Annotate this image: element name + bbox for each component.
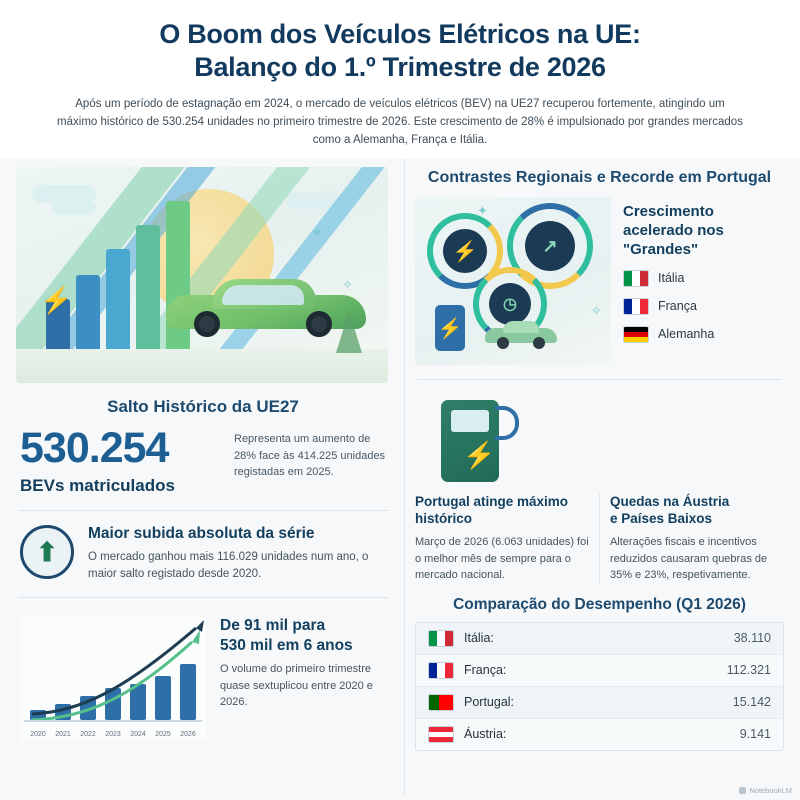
notebooklm-logo-icon [739,787,746,794]
table-row [416,623,783,655]
charger-bolt-icon: ⚡ [463,440,496,471]
ev-charger-illustration [415,394,527,490]
right-column [404,159,800,795]
table-value-portugal: 15.142 [732,695,771,710]
big-markets-legend [619,197,784,365]
credit-watermark [739,786,792,795]
absolute-rise-block [16,525,390,583]
sparkle-icon-1: ✦ [312,225,323,241]
table-value-austria: 9.141 [739,727,771,742]
small-car-illustration [485,323,557,349]
table-country-italy: Itália: [464,631,494,646]
divider-right-1 [417,379,782,380]
intro-paragraph: Após um período de estagnação em 2024, o mercado de veículos elétricos (BEV) na UE27 recuperou fortemente, atingindo um máximo histórico de 530.254 unidades no primeiro trimestre de 2026. Este crescimento de 28% é impulsionado por grandes mercados como a Alemanha, França e Itália. [57,97,743,146]
flag-italy-icon [428,630,454,647]
left-section-heading: Salto Histórico da UE27 [107,397,299,417]
comparison-table [415,622,784,751]
small-car-wheel-front [497,337,509,349]
comparison-table-heading: Comparação do Desempenho (Q1 2026) [453,595,746,613]
growth-tick-2023: 2023 [105,731,121,739]
headline-stat-note: Representa um aumento de 28% face às 414.225 unidades registadas em 2025. [234,433,386,479]
dial-center-2: ↗ [525,221,575,271]
flag-italy-icon [623,270,649,287]
dial-center-1: ⚡ [443,229,487,273]
flag-austria-icon [428,726,454,743]
charger-cable [495,406,519,440]
declines-text: Alterações fiscais e incentivos reduzidos causaram quebras de 35% e 23%, respetivamente. [609,536,768,582]
growth-tick-2025: 2025 [155,731,171,739]
table-country-france: França: [464,663,507,678]
growth-tick-2024: 2024 [130,731,146,739]
headline-stat-main [20,424,220,496]
sparkle-icon-2: ✧ [342,277,353,293]
headline-stat-number: 530.254 [20,424,169,473]
growth-title-line2: 530 mil em 6 anos [220,636,353,654]
flag-portugal-icon [428,694,454,711]
cloud-shape-2 [52,201,96,215]
absolute-rise-note: O mercado ganhou mais 116.029 unidades num ano, o maior salto registado desde 2020. [88,550,369,581]
table-row [416,687,783,719]
flag-france-icon [428,662,454,679]
growth-tick-2026: 2026 [180,731,196,739]
car-window [222,285,304,305]
small-car-wheel-rear [533,337,545,349]
right-section-heading: Contrastes Regionais e Recorde em Portugal [427,169,772,187]
portugal-record-text: Março de 2026 (6.063 unidades) foi o melhor mês de sempre para o mercado nacional. [415,536,589,582]
big-markets-title: Crescimento acelerado nos "Grandes" [623,203,724,258]
sparkle-icon-3: ✦ [477,203,488,219]
hero-bar-2 [76,275,100,349]
charging-station-icon: ⚡ [435,305,465,351]
growth-tick-2020: 2020 [30,731,46,739]
growth-tick-2022: 2022 [80,731,96,739]
divider-left-2 [18,597,388,598]
flag-germany-icon [623,326,649,343]
hero-bar-3 [106,249,130,349]
credit-label: NotebookLM [749,786,792,795]
hero-bar-4 [136,225,160,349]
growth-note: O volume do primeiro trimestre quase sextuplicou entre 2020 e 2026. [220,663,373,709]
headline-stat-label: BEVs matriculados [20,476,175,496]
two-insight-cards [415,494,784,583]
body-columns [0,159,800,795]
growth-block [16,612,390,744]
left-column [0,159,404,795]
legend-item-france [623,298,782,315]
declines-title-line1: Quedas na Áustria [609,494,730,510]
dials-illustration [415,197,611,365]
growth-text [220,616,386,710]
growth-axis-line [24,720,202,722]
legend-item-germany [623,326,782,343]
arrow-up-icon: ⬆ [20,525,74,579]
regional-top-row [415,197,784,365]
headline-stat [16,424,390,496]
declines-title-line2: e Países Baixos [609,511,713,527]
table-value-italy: 38.110 [733,631,771,646]
legend-item-italy [623,270,782,287]
page-title-line2: Balanço do 1.º Trimestre de 2026 [194,51,606,82]
table-row [416,655,783,687]
flag-france-icon [623,298,649,315]
charger-screen [451,410,489,432]
table-row [416,719,783,750]
small-car-cabin [503,321,539,333]
absolute-rise-text [88,525,386,583]
declines-card [610,494,784,583]
legend-label-france: França [658,299,697,314]
table-country-portugal: Portugal: [464,695,515,710]
sparkle-icon-4: ✧ [591,303,602,319]
growth-chart [20,616,206,740]
legend-label-italy: Itália [658,271,685,286]
table-country-austria: Áustria: [464,727,507,742]
absolute-rise-title: Maior subida absoluta da série [88,525,315,543]
growth-tick-2021: 2021 [55,731,71,739]
growth-title-line1: De 91 mil para [220,617,326,635]
charger-illustration-block [415,394,784,490]
header [0,0,800,159]
divider-left-1 [18,510,388,511]
tree-icon [336,311,362,353]
hero-ground [16,349,388,383]
table-value-france: 112.321 [726,663,771,678]
portugal-record-title: Portugal atinge máximo histórico [415,494,569,527]
lightning-bolt-icon-1: ⚡ [40,285,73,316]
page-title-line1: O Boom dos Veículos Elétricos na UE: [159,19,641,49]
hero-illustration [16,167,388,383]
legend-label-germany: Alemanha [658,327,715,342]
car-wheel-rear [306,311,332,337]
cards-divider [599,494,600,583]
portugal-record-card [415,494,589,583]
car-wheel-front [194,311,220,337]
dial-center-3: ◷ [489,283,531,325]
page-title [46,18,754,84]
